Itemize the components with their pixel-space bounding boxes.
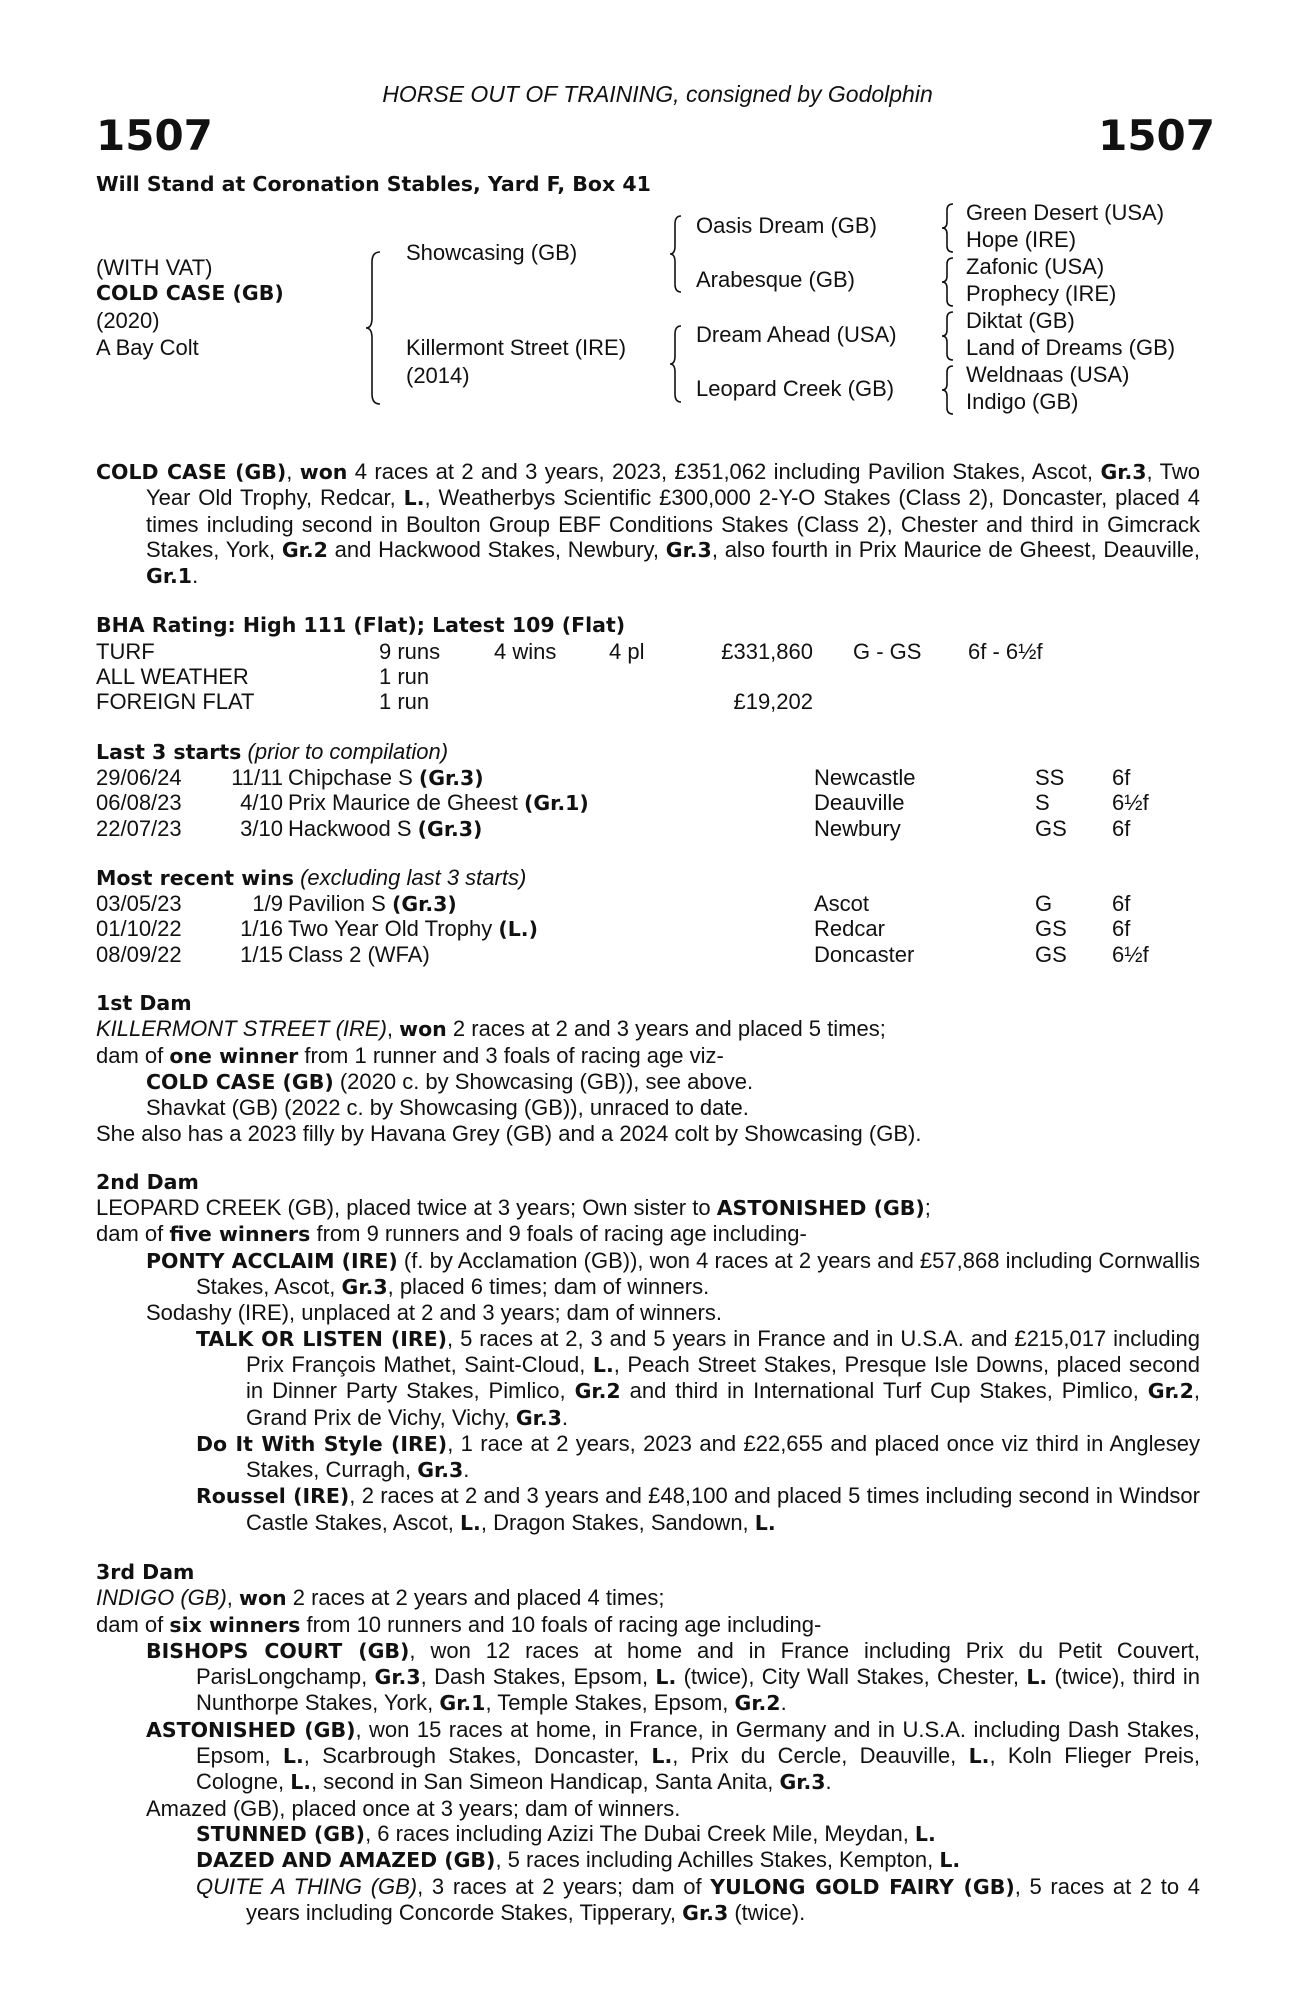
bha-rating-section xyxy=(96,613,1200,714)
race-grade: (Gr.3) xyxy=(417,816,483,841)
paragraph xyxy=(96,1221,1200,1247)
bold-text: five winners xyxy=(169,1222,311,1247)
race-row xyxy=(96,891,1200,916)
bold-text: Gr.3 xyxy=(1100,460,1147,484)
section-note: (prior to compilation) xyxy=(241,738,449,764)
text: from 10 runners and 10 foals of racing age including- xyxy=(300,1611,822,1637)
going-range: G - GS xyxy=(853,638,922,664)
paragraph xyxy=(96,1043,1200,1069)
ancestor-gen3: Zafonic (USA) xyxy=(966,254,1105,279)
text: (f. by Acclamation (GB)), won 4 races at 2 years and £57,868 including Cornwallis Stakes, Ascot, xyxy=(196,1247,1200,1300)
going: GS xyxy=(1035,815,1067,841)
finishing-position: 11/11 xyxy=(231,764,283,790)
race-grade: (L.) xyxy=(498,917,538,942)
finishing-position: 1/9 xyxy=(252,891,283,917)
runs: 1 run xyxy=(379,664,430,690)
wins: 4 wins xyxy=(494,638,557,664)
bold-text: won xyxy=(399,1017,447,1042)
bold-text: L. xyxy=(939,1848,961,1873)
table-row xyxy=(96,689,1200,714)
stabling-location: Will Stand at Coronation Stables, Yard F, Box 41 xyxy=(96,172,651,196)
race-title: Pavilion S xyxy=(288,891,392,917)
bold-text: L. xyxy=(914,1821,936,1846)
race-name xyxy=(288,916,538,942)
prize-money: £19,202 xyxy=(733,689,813,715)
going: S xyxy=(1035,790,1050,816)
text: , 3 races at 2 years; dam of xyxy=(417,1873,711,1899)
bold-text: L. xyxy=(968,1744,990,1769)
distance: 6½f xyxy=(1112,941,1149,967)
text: , Koln Flieger Preis, Cologne, xyxy=(196,1743,1201,1795)
bold-text: L. xyxy=(592,1352,614,1377)
brace-icon xyxy=(940,202,956,254)
text: 4 races at 2 and 3 years, 2023, £351,062 including Pavilion Stakes, Ascot, xyxy=(347,459,1101,484)
race-date: 29/06/24 xyxy=(96,764,182,790)
text: (twice), third in Nunthorpe Stakes, York, xyxy=(196,1664,1200,1716)
distance: 6f xyxy=(1112,916,1131,942)
dam: Killermont Street (IRE) xyxy=(406,335,627,360)
section-title: 1st Dam xyxy=(96,991,192,1016)
racecourse: Newbury xyxy=(814,815,901,841)
bold-text: Gr.2 xyxy=(734,1691,781,1716)
text: , Dragon Stakes, Sandown, xyxy=(480,1509,755,1535)
sire-of-dam: Dream Ahead (USA) xyxy=(696,322,897,347)
ancestor-gen3: Land of Dreams (GB) xyxy=(966,335,1176,360)
brace-icon xyxy=(940,364,956,416)
bold-text: Gr.3 xyxy=(682,1900,729,1925)
text: , also fourth in Prix Maurice de Gheest, Deauville, xyxy=(711,536,1200,562)
runs: 1 run xyxy=(379,689,430,715)
bold-text: one winner xyxy=(169,1043,299,1068)
brace-icon xyxy=(668,214,684,294)
text: , Peach Street Stakes, Presque Isle Downs, placed second in Dinner Party Stakes, Pimlico, xyxy=(246,1351,1200,1404)
text: , Weatherbys Scientific £300,000 2-Y-O Stakes (Class 2), Doncaster, placed 4 times including second in Boulton Group EBF Conditions Stakes (Class 2), Chester and third in Gimcrack Stakes, York, xyxy=(146,485,1200,562)
bold-text: L. xyxy=(651,1744,673,1769)
distance-range: 6f - 6½f xyxy=(968,638,1043,664)
text: , Grand Prix de Vichy, Vichy, xyxy=(246,1378,1200,1430)
bha-rating-title: BHA Rating: High 111 (Flat); Latest 109 (Flat) xyxy=(96,613,626,638)
race-row xyxy=(96,916,1200,941)
text: , second in San Simeon Handicap, Santa Anita, xyxy=(311,1769,780,1795)
paragraph xyxy=(96,1483,1200,1536)
race-name xyxy=(288,891,457,917)
text: 2 races at 2 and 3 years and placed 5 times; xyxy=(446,1016,886,1042)
first-dam-section xyxy=(96,991,1200,1146)
ancestor-gen3: Weldnaas (USA) xyxy=(966,362,1130,387)
distance: 6½f xyxy=(1112,790,1149,816)
paragraph xyxy=(96,1016,1200,1042)
ancestor-gen3: Green Desert (USA) xyxy=(966,200,1165,225)
race-title: Chipchase S xyxy=(288,764,419,790)
going: SS xyxy=(1035,764,1065,790)
finishing-position: 3/10 xyxy=(240,815,283,841)
bold-text: TALK OR LISTEN (IRE) xyxy=(196,1326,448,1351)
placings: 4 pl xyxy=(609,638,645,664)
brace-icon xyxy=(940,256,956,308)
dam-of-dam: Leopard Creek (GB) xyxy=(696,376,895,401)
section-title: 2nd Dam xyxy=(96,1169,199,1194)
finishing-position: 4/10 xyxy=(240,790,283,816)
text: and third in International Turf Cup Stakes, Pimlico, xyxy=(620,1378,1148,1404)
distance: 6f xyxy=(1112,891,1131,917)
pedigree-chart xyxy=(0,0,1315,420)
text: She also has a 2023 filly by Havana Grey (GB) and a 2024 colt by Showcasing (GB). xyxy=(96,1120,922,1146)
text: , Two Year Old Trophy, Redcar, xyxy=(146,459,1200,511)
brace-icon xyxy=(940,310,956,362)
text: . xyxy=(463,1457,470,1483)
text: , Temple Stakes, Epsom, xyxy=(485,1690,735,1716)
text: , Prix du Cercle, Deauville, xyxy=(672,1743,969,1769)
catalogue-header: HORSE OUT OF TRAINING, consigned by Godolphin xyxy=(382,81,933,107)
bold-text: Gr.2 xyxy=(281,537,328,562)
bold-text: ASTONISHED (GB) xyxy=(146,1717,356,1742)
italic-text: QUITE A THING (GB) xyxy=(196,1873,418,1899)
finishing-position: 1/16 xyxy=(240,916,283,942)
text: . xyxy=(561,1404,569,1430)
text: . xyxy=(825,1769,832,1795)
race-name xyxy=(288,816,482,842)
text: , won 12 races at home and in France including Prix du Petit Couvert, ParisLongchamp, xyxy=(196,1637,1200,1690)
bold-text: Gr.3 xyxy=(515,1405,562,1430)
vat-note: (WITH VAT) xyxy=(96,255,213,280)
bold-text: ASTONISHED (GB) xyxy=(716,1196,925,1221)
racecourse: Ascot xyxy=(814,891,870,917)
dam-of-sire: Arabesque (GB) xyxy=(696,267,855,292)
text: (2020 c. by Showcasing (GB)), see above. xyxy=(333,1068,754,1094)
race-name xyxy=(288,765,484,791)
going: G xyxy=(1035,891,1053,917)
bold-text: won xyxy=(239,1586,287,1611)
text: (twice), City Wall Stakes, Chester, xyxy=(676,1664,1027,1690)
text: dam of xyxy=(96,1221,170,1247)
text: LEOPARD CREEK (GB), placed twice at 3 years; Own sister to xyxy=(96,1195,717,1221)
bold-text: BISHOPS COURT (GB) xyxy=(146,1638,410,1663)
paragraph xyxy=(96,459,1200,589)
paragraph xyxy=(96,1638,1200,1717)
bold-text: DAZED AND AMAZED (GB) xyxy=(196,1848,496,1873)
racecourse: Deauville xyxy=(814,790,905,816)
text: , Dash Stakes, Epsom, xyxy=(420,1664,656,1690)
surface-label: TURF xyxy=(96,638,155,664)
text: dam of xyxy=(96,1611,170,1637)
bold-text: L. xyxy=(655,1665,677,1690)
surface-label: FOREIGN FLAT xyxy=(96,689,255,715)
race-date: 06/08/23 xyxy=(96,790,182,816)
text: 2 races at 2 years and placed 4 times; xyxy=(286,1585,665,1611)
bold-text: L. xyxy=(403,486,425,511)
bold-text: Gr.3 xyxy=(665,537,712,562)
bold-text: Gr.2 xyxy=(574,1379,621,1404)
most-recent-wins-section xyxy=(96,865,1200,967)
bold-text: Do It With Style (IRE) xyxy=(196,1431,448,1456)
horse-name: COLD CASE (GB) xyxy=(96,281,284,305)
text: , won 15 races at home, in France, in Germany and in U.S.A. including Dash Stakes, Epsom, xyxy=(196,1716,1200,1769)
bold-text: won xyxy=(299,460,348,484)
text: Shavkat (GB) (2022 c. by Showcasing (GB)), unraced to date. xyxy=(146,1095,749,1121)
bold-text: Gr.3 xyxy=(417,1458,464,1483)
race-title: Hackwood S xyxy=(288,815,418,841)
race-date: 08/09/22 xyxy=(96,941,182,967)
text: , 5 races at 2 to 4 years including Concorde Stakes, Tipperary, xyxy=(246,1873,1201,1925)
paragraph xyxy=(96,1847,1200,1873)
catalogue-body xyxy=(96,459,1200,1926)
paragraph xyxy=(96,1300,1200,1325)
prize-money: £331,860 xyxy=(721,638,813,664)
runs: 9 runs xyxy=(379,638,441,664)
race-row xyxy=(96,942,1200,967)
paragraph xyxy=(96,1821,1200,1847)
distance: 6f xyxy=(1112,764,1131,790)
sire: Showcasing (GB) xyxy=(406,240,578,265)
race-grade: (Gr.3) xyxy=(418,765,484,790)
bold-text: Gr.1 xyxy=(439,1691,486,1716)
bold-text: COLD CASE (GB) xyxy=(96,460,287,484)
text: , xyxy=(286,459,300,484)
horse-year: (2020) xyxy=(96,308,160,333)
race-record-summary xyxy=(96,459,1200,589)
finishing-position: 1/15 xyxy=(240,941,283,967)
ancestor-gen3: Indigo (GB) xyxy=(966,389,1079,414)
paragraph xyxy=(96,1248,1200,1301)
race-grade: (Gr.1) xyxy=(523,791,589,816)
section-title: Most recent wins xyxy=(96,865,294,890)
text: , 5 races including Achilles Stakes, Kempton, xyxy=(495,1847,940,1873)
text: , xyxy=(226,1585,240,1611)
lot-number-left: 1507 xyxy=(96,111,213,160)
paragraph xyxy=(96,1874,1200,1927)
race-name xyxy=(288,790,589,816)
second-dam-section xyxy=(96,1170,1200,1536)
text: from 9 runners and 9 foals of racing age including- xyxy=(310,1221,807,1247)
text: , 2 races at 2 and 3 years and £48,100 and placed 5 times including second in Windsor Castle Stakes, Ascot, xyxy=(246,1483,1200,1535)
sire-of-sire: Oasis Dream (GB) xyxy=(696,213,877,238)
bold-text: COLD CASE (GB) xyxy=(146,1069,334,1094)
race-date: 22/07/23 xyxy=(96,815,182,841)
surface-label: ALL WEATHER xyxy=(96,664,249,690)
paragraph xyxy=(96,1326,1200,1431)
brace-icon xyxy=(364,250,384,406)
bold-text: Gr.3 xyxy=(374,1665,421,1690)
bold-text: L. xyxy=(754,1510,776,1535)
paragraph xyxy=(96,1431,1200,1484)
text: Amazed (GB), placed once at 3 years; dam of winners. xyxy=(146,1795,681,1821)
paragraph xyxy=(96,1195,1200,1221)
text: dam of xyxy=(96,1042,170,1068)
paragraph xyxy=(96,1095,1200,1120)
race-title: Two Year Old Trophy xyxy=(288,916,499,942)
text: , placed 6 times; dam of winners. xyxy=(387,1274,710,1300)
text: from 1 runner and 3 foals of racing age viz- xyxy=(298,1042,724,1068)
race-row xyxy=(96,790,1200,815)
racecourse: Doncaster xyxy=(814,941,915,967)
section-title: Last 3 starts xyxy=(96,739,242,764)
text: (twice). xyxy=(728,1899,806,1925)
racecourse: Newcastle xyxy=(814,764,916,790)
paragraph xyxy=(96,1717,1200,1796)
bold-text: Gr.1 xyxy=(146,564,193,589)
bold-text: Gr.2 xyxy=(1147,1379,1194,1404)
racecourse: Redcar xyxy=(814,916,885,942)
text: , xyxy=(386,1016,400,1042)
bold-text: STUNNED (GB) xyxy=(196,1821,366,1846)
distance: 6f xyxy=(1112,815,1131,841)
italic-text: KILLERMONT STREET (IRE) xyxy=(96,1016,387,1042)
race-row xyxy=(96,765,1200,790)
going: GS xyxy=(1035,916,1067,942)
text: , 6 races including Azizi The Dubai Creek Mile, Meydan, xyxy=(365,1820,915,1846)
bold-text: L. xyxy=(459,1510,481,1535)
section-title: 3rd Dam xyxy=(96,1559,195,1584)
dam-year: (2014) xyxy=(406,363,470,388)
race-name xyxy=(288,942,430,968)
horse-description: A Bay Colt xyxy=(96,335,199,360)
table-row xyxy=(96,639,1200,664)
text: . xyxy=(192,563,199,589)
brace-icon xyxy=(668,324,684,404)
text: Sodashy (IRE), unplaced at 2 and 3 years; dam of winners. xyxy=(146,1300,722,1326)
ancestor-gen3: Hope (IRE) xyxy=(966,227,1077,252)
bold-text: YULONG GOLD FAIRY (GB) xyxy=(710,1874,1015,1899)
race-title: Prix Maurice de Gheest xyxy=(288,790,524,816)
third-dam-section xyxy=(96,1560,1200,1926)
bold-text: Gr.3 xyxy=(341,1275,388,1300)
race-title: Class 2 (WFA) xyxy=(288,941,430,967)
paragraph xyxy=(96,1069,1200,1095)
text: ; xyxy=(924,1195,931,1221)
bold-text: Gr.3 xyxy=(779,1770,826,1795)
paragraph xyxy=(96,1121,1200,1146)
race-date: 03/05/23 xyxy=(96,891,182,917)
paragraph xyxy=(96,1796,1200,1821)
race-row xyxy=(96,816,1200,841)
paragraph xyxy=(96,1585,1200,1611)
ancestor-gen3: Prophecy (IRE) xyxy=(966,281,1117,306)
going: GS xyxy=(1035,941,1067,967)
lot-number-right: 1507 xyxy=(1098,111,1215,160)
table-row xyxy=(96,664,1200,689)
text: . xyxy=(780,1690,787,1716)
last-3-starts-section xyxy=(96,739,1200,841)
bold-text: L. xyxy=(1026,1665,1048,1690)
bold-text: Roussel (IRE) xyxy=(196,1484,350,1509)
ancestor-gen3: Diktat (GB) xyxy=(966,308,1075,333)
race-date: 01/10/22 xyxy=(96,916,182,942)
bold-text: six winners xyxy=(169,1612,301,1637)
italic-text: INDIGO (GB) xyxy=(96,1585,227,1611)
text: , 1 race at 2 years, 2023 and £22,655 and placed once viz third in Anglesey Stakes, Curragh, xyxy=(246,1430,1200,1483)
bold-text: L. xyxy=(290,1770,312,1795)
paragraph xyxy=(96,1612,1200,1638)
section-note: (excluding last 3 starts) xyxy=(293,864,527,890)
text: , 5 races at 2, 3 and 5 years in France and in U.S.A. and £215,017 including Prix François Mathet, Saint-Cloud, xyxy=(246,1325,1200,1377)
bold-text: L. xyxy=(282,1744,304,1769)
text: and Hackwood Stakes, Newbury, xyxy=(327,536,666,562)
race-grade: (Gr.3) xyxy=(391,892,457,917)
bold-text: PONTY ACCLAIM (IRE) xyxy=(146,1248,398,1273)
text: , Scarbrough Stakes, Doncaster, xyxy=(303,1743,652,1769)
